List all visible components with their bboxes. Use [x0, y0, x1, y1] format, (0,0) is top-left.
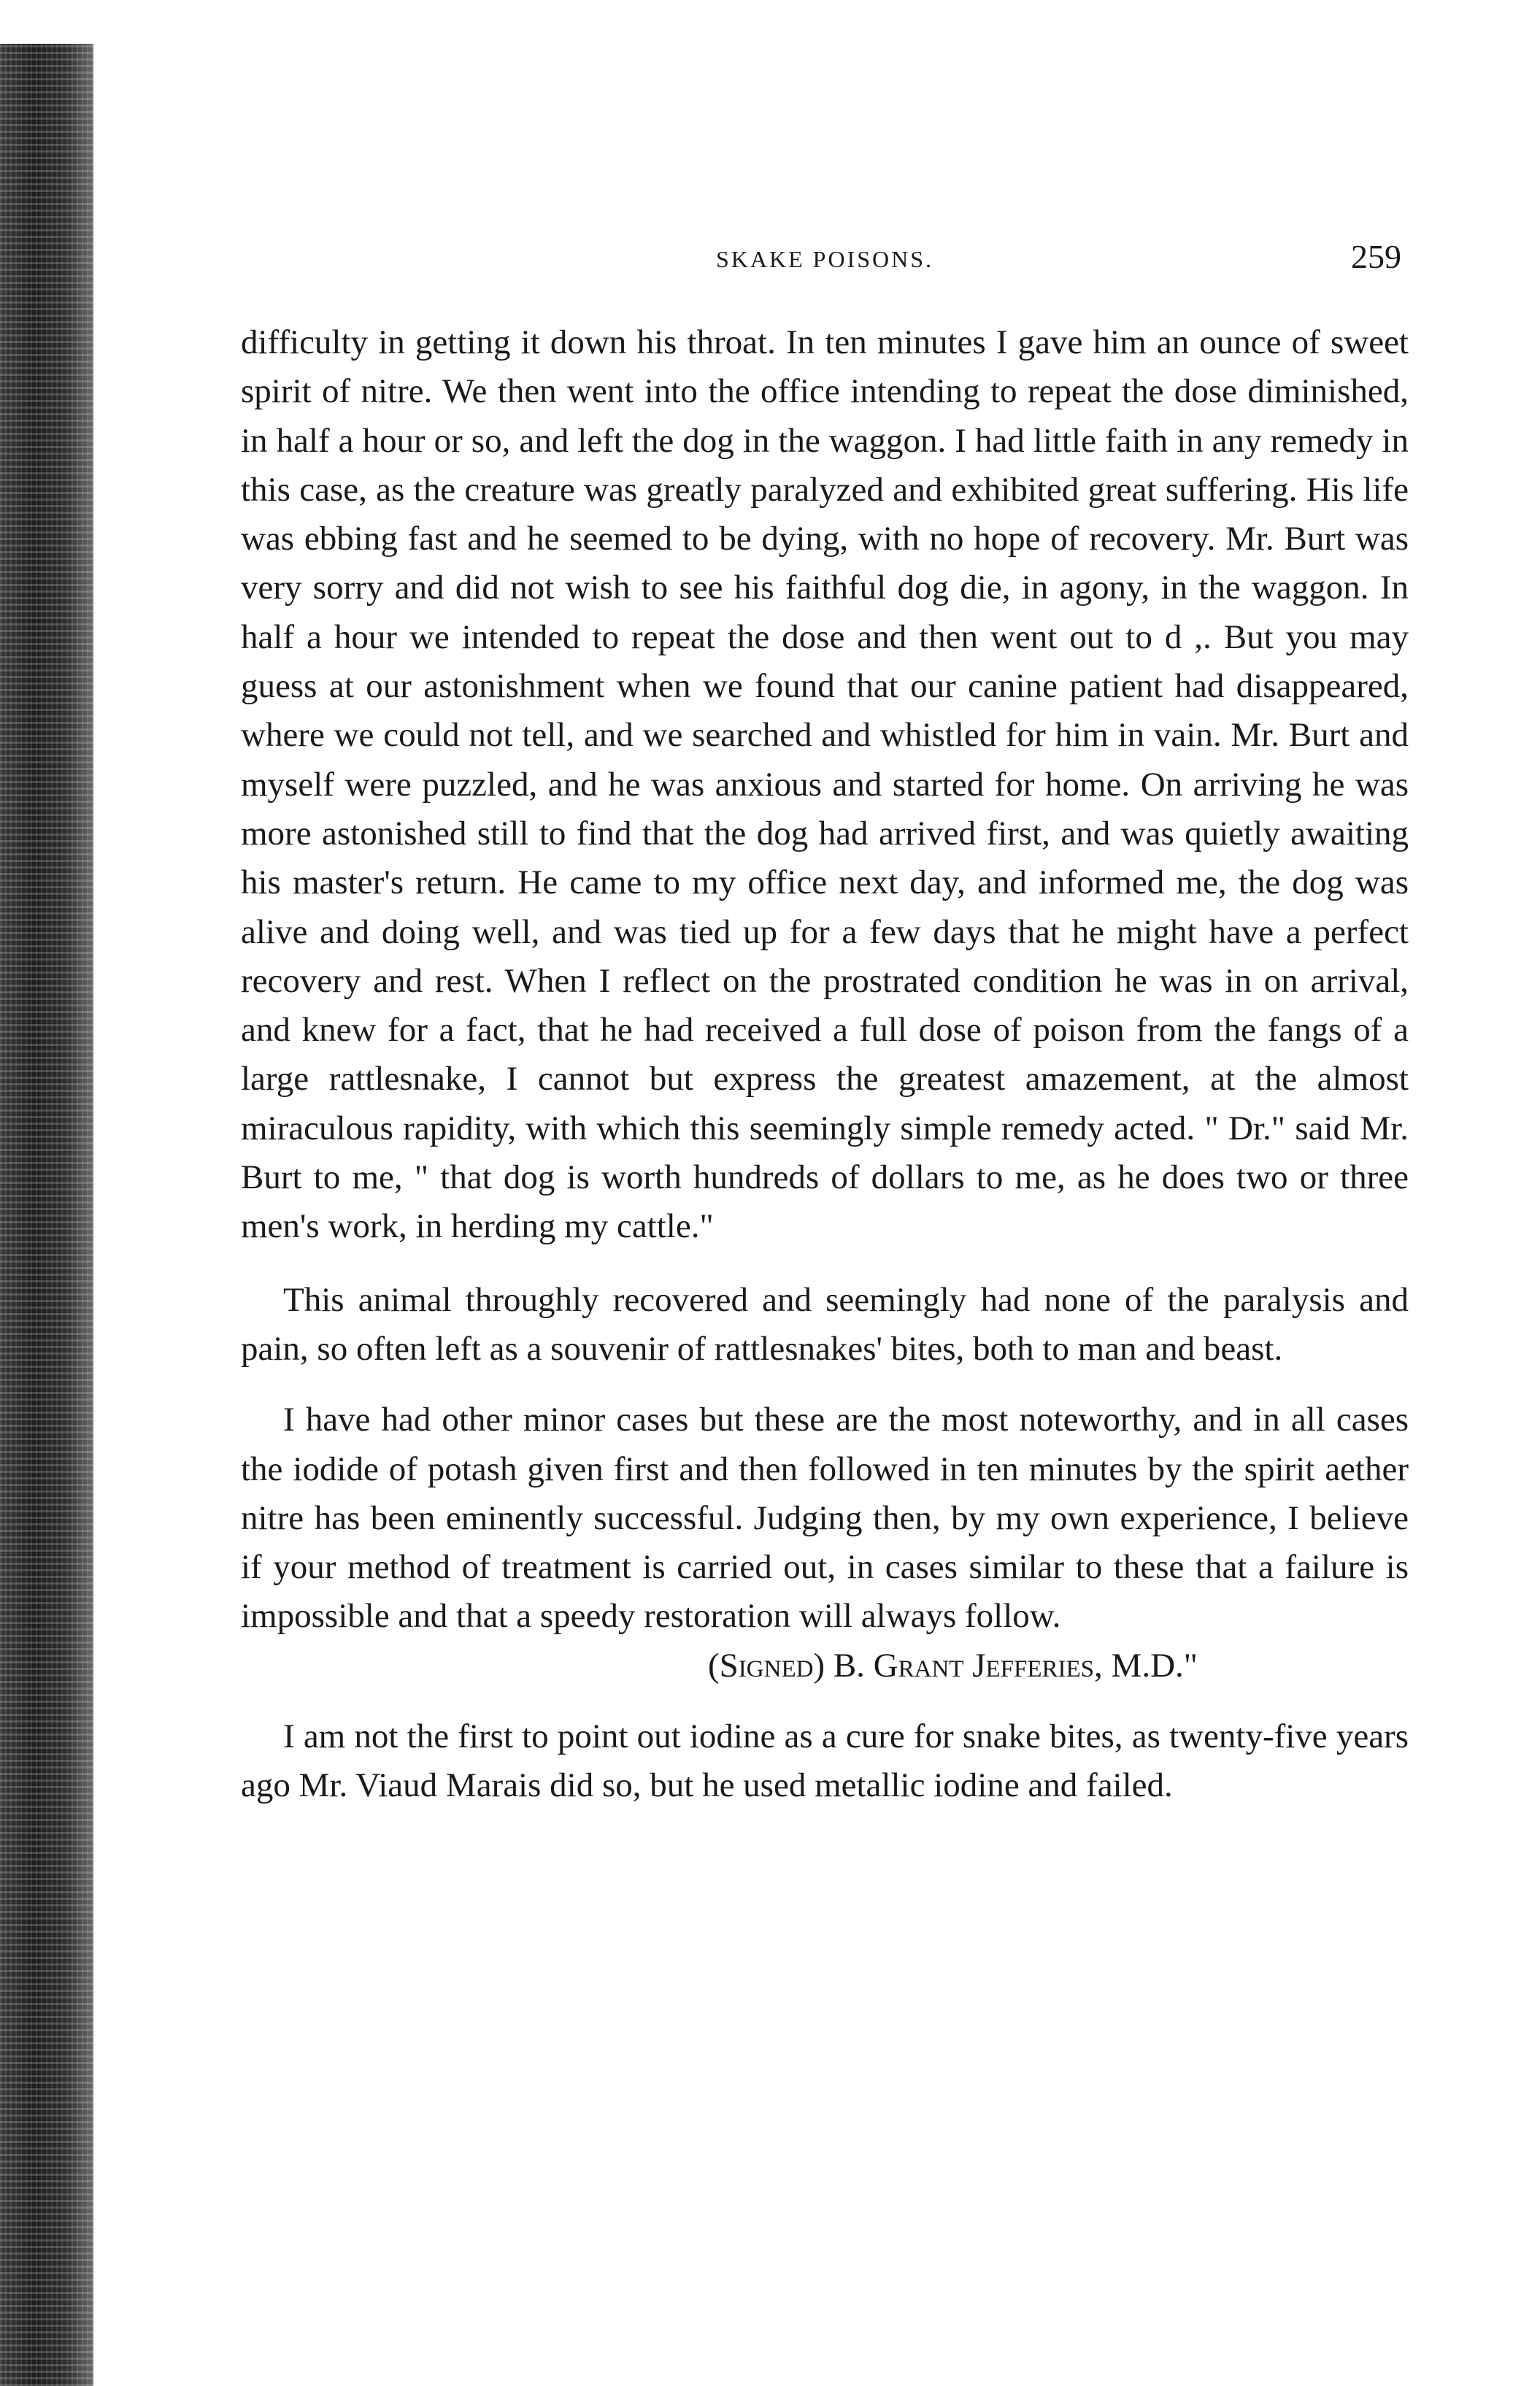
scanned-page-edge — [0, 44, 93, 2386]
page-number: 259 — [1351, 238, 1401, 275]
running-title: SKAKE POISONS. — [715, 246, 934, 272]
paragraph-continued: difficulty in getting it down his throat. In ten minutes I gave him an ounce of sweet spirit of nitre. We then went into the office intending to repeat the dose diminished, in half a hour or so, and left the dog in the waggon. I had little faith in any remedy in this case, as the creature was greatly paralyzed and exhibited great suffering. His life was ebbing fast and he seemed to be dying, with no hope of recovery. Mr. Burt was very sorry and did not wish to see his faithful dog die, in agony, in the waggon. In half a hour we intended to repeat the dose and then went out to d ,. But you may guess at our astonishment when we found that our canine patient had disappeared, where we could not tell, and we searched and whistled for him in vain. Mr. Burt and myself were puzzled, and he was anxious and started for home. On arriving he was more astonished still to find that the dog had arrived first, and was quietly awaiting his master's return. He came to my office next day, and informed me, the dog was alive and doing well, and was tied up for a few days that he might have a perfect recovery and rest. When I reflect on the prostrated condition he was in on arrival, and knew for a fact, that he had received a full dose of poison from the fangs of a large rattlesnake, I cannot but express the greatest amazement, at the almost miraculous rapidity, with which this seemingly simple remedy acted. " Dr." said Mr. Burt to me, " that dog is worth hundreds of dollars to me, as he does two or three men's work, in herding my cattle." — [241, 323, 1409, 1246]
body-text — [241, 318, 1409, 1811]
page-header — [241, 237, 1409, 288]
paragraph-other-cases: I have had other minor cases but these are the most noteworthy, and in all cases the iodide of potash given first and then followed in ten minutes by the spirit aether nitre has been eminently successful. Judging then, by my own experience, I believe if your method of treatment is carried out, in cases similar to these that a failure is impossible and that a speedy restoration will always follow. — [241, 1401, 1409, 1636]
signature-line: (Signed) B. Grant Jefferies, M.D." — [708, 1646, 1198, 1685]
paragraph-iodine: I am not the first to point out iodine as a cure for snake bites, as twenty-five years ago Mr. Viaud Marais did so, but he used metallic iodine and failed. — [241, 1717, 1409, 1805]
paragraph-animal-recovery: This animal throughly recovered and seemingly had none of the paralysis and pain, so often left as a souvenir of rattlesnakes' bites, both to man and beast. — [241, 1280, 1409, 1368]
